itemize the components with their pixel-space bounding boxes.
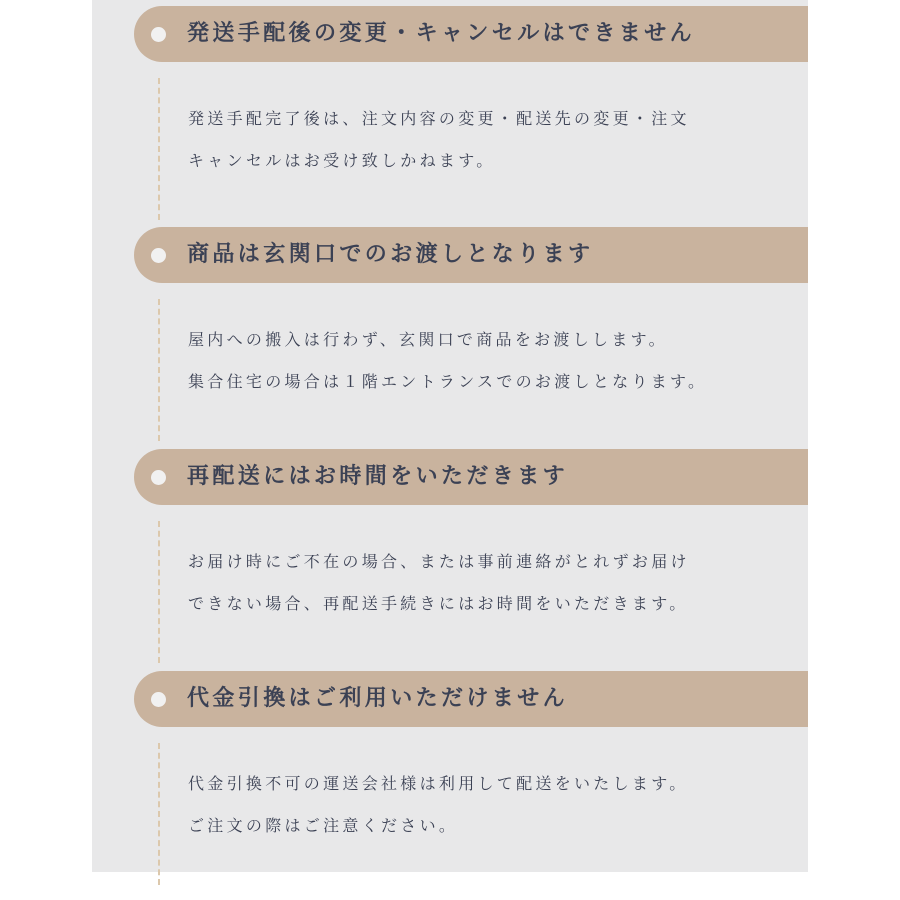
- body-line: お届け時にご不在の場合、または事前連絡がとれずお届け: [188, 552, 690, 571]
- dashed-divider: [158, 78, 160, 220]
- section-header: [134, 449, 808, 505]
- dashed-divider: [158, 299, 160, 441]
- section-header: [134, 227, 808, 283]
- body-line: 集合住宅の場合は１階エントランスでのお渡しとなります。: [188, 372, 708, 391]
- section-header: [134, 6, 808, 62]
- section-body: [188, 98, 800, 182]
- body-line: キャンセルはお受け致しかねます。: [188, 151, 496, 170]
- body-line: 屋内への搬入は行わず、玄関口で商品をお渡しします。: [188, 330, 668, 349]
- body-line: 発送手配完了後は、注文内容の変更・配送先の変更・注文: [188, 109, 690, 128]
- body-line: 代金引換不可の運送会社様は利用して配送をいたします。: [188, 774, 689, 793]
- section-body: [188, 319, 800, 403]
- notice-panel: [92, 0, 808, 872]
- section-body: [188, 541, 800, 625]
- bullet-dot-icon: [151, 27, 166, 42]
- dashed-divider: [158, 743, 160, 885]
- dashed-divider: [158, 521, 160, 663]
- section-title: 商品は玄関口でのお渡しとなります: [187, 242, 594, 267]
- body-line: できない場合、再配送手続きにはお時間をいただきます。: [188, 594, 689, 613]
- section-body: [188, 763, 800, 847]
- section-title: 発送手配後の変更・キャンセルはできません: [187, 21, 696, 46]
- section-title: 再配送にはお時間をいただきます: [187, 464, 569, 489]
- bullet-dot-icon: [151, 692, 166, 707]
- section-title: 代金引換はご利用いただけません: [187, 686, 569, 711]
- body-line: ご注文の際はご注意ください。: [188, 816, 459, 835]
- bullet-dot-icon: [151, 470, 166, 485]
- bullet-dot-icon: [151, 248, 166, 263]
- section-header: [134, 671, 808, 727]
